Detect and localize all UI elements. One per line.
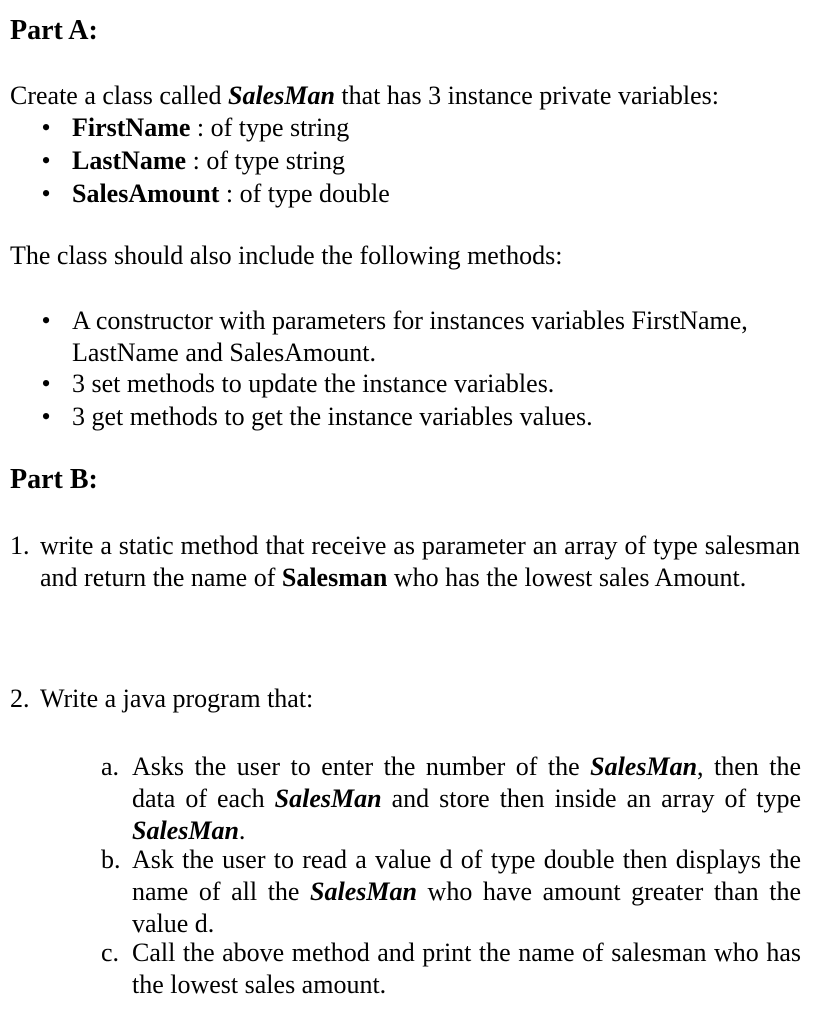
bullet-icon: • bbox=[41, 179, 51, 208]
sub-a-class-1: SalesMan bbox=[590, 752, 698, 781]
variable-desc: : of type double bbox=[219, 179, 390, 208]
bullet-icon: • bbox=[41, 306, 51, 335]
item-number: 1. bbox=[10, 531, 30, 560]
variable-name: FirstName bbox=[72, 113, 191, 142]
bullet-icon: • bbox=[41, 369, 51, 398]
method-text-line1: A constructor with parameters for instances variables FirstName, bbox=[72, 306, 748, 335]
sub-a-class-3: SalesMan bbox=[132, 816, 239, 845]
sub-a-class-2: SalesMan bbox=[274, 784, 382, 813]
variable-desc: : of type string bbox=[190, 113, 350, 142]
variable-item bbox=[36, 145, 813, 177]
variable-name: LastName bbox=[72, 146, 187, 175]
bullet-icon: • bbox=[41, 113, 51, 142]
sub-item-a-text bbox=[132, 751, 801, 847]
sub-b-class: SalesMan bbox=[310, 877, 417, 906]
intro-class-name: SalesMan bbox=[228, 81, 335, 110]
method-item bbox=[36, 368, 813, 400]
sub-b-post: who have amount greater than the value d. bbox=[132, 877, 801, 938]
sub-b-pre: Ask the user to read a value d of type double then displays the name of all the bbox=[132, 845, 801, 906]
bullet-icon: • bbox=[41, 402, 51, 431]
variable-desc: : of type string bbox=[186, 146, 345, 175]
item-1-text-post: who has the lowest sales Amount. bbox=[387, 563, 747, 592]
sub-item-c bbox=[101, 937, 801, 1001]
part-a-intro bbox=[10, 80, 823, 112]
variable-item bbox=[36, 178, 813, 210]
method-text-line2: LastName and SalesAmount. bbox=[72, 338, 376, 367]
variable-item bbox=[36, 112, 813, 144]
sub-a-post: . bbox=[238, 816, 246, 845]
method-text: 3 set methods to update the instance variables. bbox=[72, 369, 555, 398]
sub-a-mid: , then the data of each bbox=[132, 752, 801, 813]
part-b-heading: Part B: bbox=[10, 464, 98, 495]
item-1-text bbox=[40, 530, 800, 594]
item-2-text: Write a java program that: bbox=[40, 684, 314, 713]
item-1-text-pre: write a static method that receive as parameter an array of type salesman and return the name of bbox=[40, 531, 800, 592]
intro-post: that has 3 instance private variables: bbox=[334, 81, 720, 110]
method-item bbox=[36, 401, 813, 433]
sub-item-label: a. bbox=[101, 752, 120, 781]
sub-item-label: b. bbox=[101, 845, 121, 874]
sub-item-b-text bbox=[132, 844, 801, 940]
variable-name: SalesAmount bbox=[72, 179, 220, 208]
sub-item-label: c. bbox=[101, 938, 120, 967]
sub-a-pre: Asks the user to enter the number of the bbox=[132, 752, 591, 781]
intro-pre: Create a class called bbox=[10, 81, 228, 110]
bullet-icon: • bbox=[41, 146, 51, 175]
methods-intro: The class should also include the following methods: bbox=[10, 241, 563, 270]
part-b-item-1 bbox=[10, 530, 800, 626]
sub-item-a bbox=[101, 751, 801, 847]
item-number: 2. bbox=[10, 684, 30, 713]
method-item bbox=[36, 305, 813, 369]
method-text: 3 get methods to get the instance variables values. bbox=[72, 402, 593, 431]
sub-a-mid2: and store then inside an array of type bbox=[381, 784, 801, 813]
part-a-heading: Part A: bbox=[10, 15, 98, 46]
item-1-text-bold: Salesman bbox=[281, 563, 388, 592]
sub-item-b bbox=[101, 844, 801, 940]
sub-item-c-text: Call the above method and print the name of salesman who has the lowest sales amount. bbox=[132, 938, 801, 999]
